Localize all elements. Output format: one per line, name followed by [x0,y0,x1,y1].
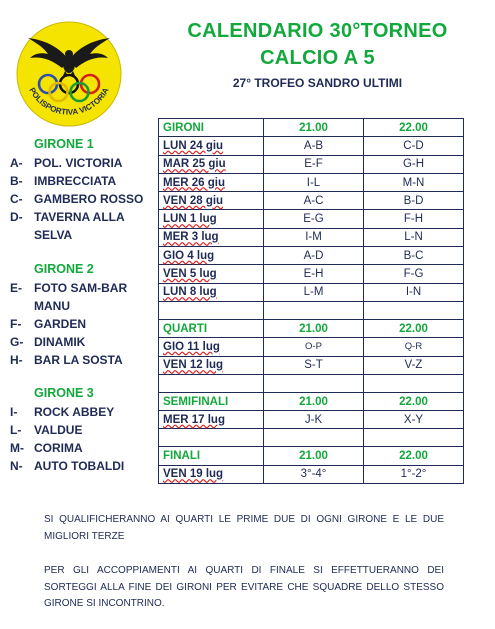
page-title: CALENDARIO 30°TORNEO [187,20,448,42]
team-item: I- ROCK ABBEY [10,405,115,419]
table-header-row: QUARTI 21.00 22.00 [159,319,464,337]
page-title-line2: CALCIO A 5 [260,47,375,69]
table-spacer-row [159,429,464,447]
table-row: MER 3 lug I-M L-N [159,228,464,246]
table-row: LUN 24 giu A-B C-D [159,137,464,155]
note-draw: PER GLI ACCOPPIAMENTI AI QUARTI DI FINALE SI EFFETTUERANNO DEI SORTEGGI ALLA FINE DEI GIRONI PER EVITARE CHE SQUADRE DELLO STESSO GIRONE SI INCONTRINO. [44,565,444,609]
table-row: MER 26 giu I-L M-N [159,173,464,191]
table-row: GIO 11 lug O-P Q-R [159,338,464,356]
table-header-row: FINALI 21.00 22.00 [159,447,464,465]
table-header-row: GIRONI 21.00 22.00 [159,119,464,137]
logo-ring-text: POLISPORTIVA VICTORIA [27,86,111,117]
team-item: D- TAVERNA ALLA SELVA [10,210,125,242]
team-item: M- CORIMA [10,441,83,455]
page-subtitle: 27° TROFEO SANDRO ULTIMI [232,76,403,90]
group-title: GIRONE 2 [34,262,94,276]
group-3 [10,386,150,475]
note-qualification: SI QUALIFICHERANNO AI QUARTI LE PRIME DUE DI OGNI GIRONE E LE DUE MIGLIORI TERZE [44,514,444,542]
table-row: GIO 4 lug A-D B-C [159,247,464,265]
schedule-table [158,118,464,484]
table-row: VEN 5 lug E-H F-G [159,265,464,283]
team-item: G- DINAMIK [10,335,86,349]
table-row: MER 17 lug J-K X-Y [159,411,464,429]
table-spacer-row [159,301,464,319]
club-logo [10,18,128,136]
table-spacer-row [159,374,464,392]
team-item: L- VALDUE [10,423,83,437]
group-title: GIRONE 1 [34,137,94,151]
table-row: VEN 12 lug S-T V-Z [159,356,464,374]
table-row: VEN 19 lug 3°-4° 1°-2° [159,465,464,483]
team-item: H- BAR LA SOSTA [10,353,123,367]
team-item: C- GAMBERO ROSSO [10,192,144,206]
table-row: LUN 8 lug L-M I-N [159,283,464,301]
team-item: F- GARDEN [10,317,87,331]
group-2 [10,262,150,369]
team-item: B- IMBRECCIATA [10,174,117,188]
table-row: LUN 1 lug E-G F-H [159,210,464,228]
team-item: A- POL. VICTORIA [10,156,123,170]
table-row: VEN 28 giu A-C B-D [159,192,464,210]
group-1 [10,137,150,244]
group-title: GIRONE 3 [34,386,94,400]
table-header-row: SEMIFINALI 21.00 22.00 [159,392,464,410]
table-row: MAR 25 giu E-F G-H [159,155,464,173]
team-item: N- AUTO TOBALDI [10,459,125,473]
team-item: E- FOTO SAM-BAR MANU [10,281,128,313]
